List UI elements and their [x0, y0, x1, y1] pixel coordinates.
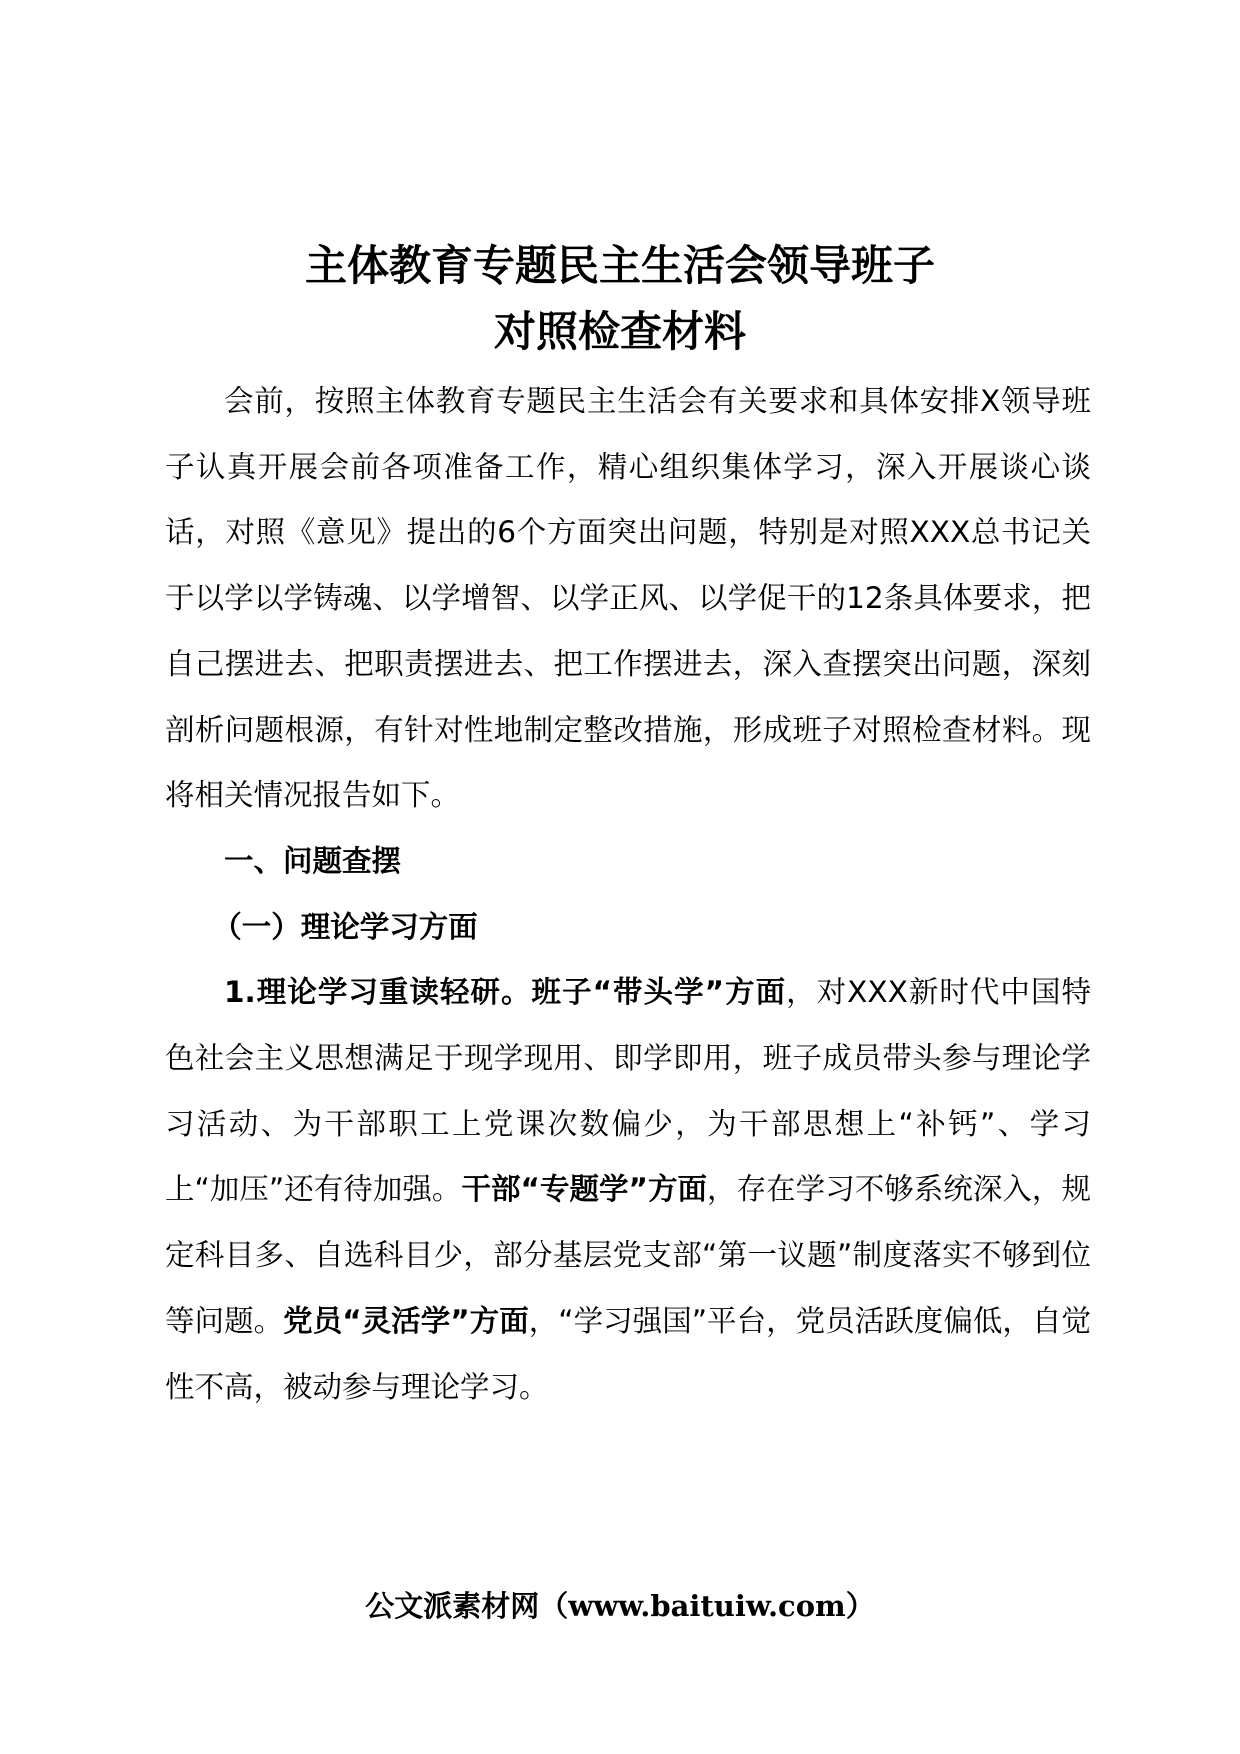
footer-source: 公文派素材网（www.baituiw.com） [365, 1589, 875, 1623]
section-heading: 一、问题查摆 [224, 843, 402, 878]
item-1-bold-3: 党员“灵活学”方面 [283, 1303, 529, 1338]
item-1-paragraph [165, 960, 1091, 1420]
item-1-text-3: ，“学习强国”平台，党员活跃度偏低，自觉性不高，被动参与理论学习。 [165, 1303, 1091, 1404]
document-body [165, 369, 1091, 1420]
document-title-line-1: 主体教育专题民主生活会领导班子 [304, 241, 935, 290]
intro-paragraph: 会前，按照主体教育专题民主生活会有关要求和具体安排X领导班子认真开展会前各项准备工作，精心组织集体学习，深入开展谈心谈话，对照《意见》提出的6个方面突出问题，特别是对照XXX总书记关于以学以学铸魂、以学增智、以学正风、以学促干的12条具体要求，把自己摆进去、把职责摆进去、把工作摆进去，深入查摆突出问题，深刻剖析问题根源，有针对性地制定整改措施，形成班子对照检查材料。现将相关情况报告如下。 [165, 384, 1091, 813]
item-1-bold-2: 干部“专题学”方面 [461, 1172, 708, 1207]
subsection-heading: （一）理论学习方面 [212, 909, 478, 944]
item-1-text-2: ，存在学习不够系统深入，规定科目多、自选科目少，部分基层党支部“第一议题”制度落实不够到位等问题。 [165, 1172, 1091, 1338]
document-title-line-2: 对照检查材料 [493, 307, 746, 356]
item-1-text-1: ，对XXX新时代中国特色社会主义思想满足于现学现用、即学即用，班子成员带头参与理论学习活动、为干部职工上党课次数偏少，为干部思想上“补钙”、学习上“加压”还有待加强。 [165, 975, 1091, 1207]
item-1-lead: 1.理论学习重读轻研。班子“带头学”方面 [224, 975, 787, 1010]
